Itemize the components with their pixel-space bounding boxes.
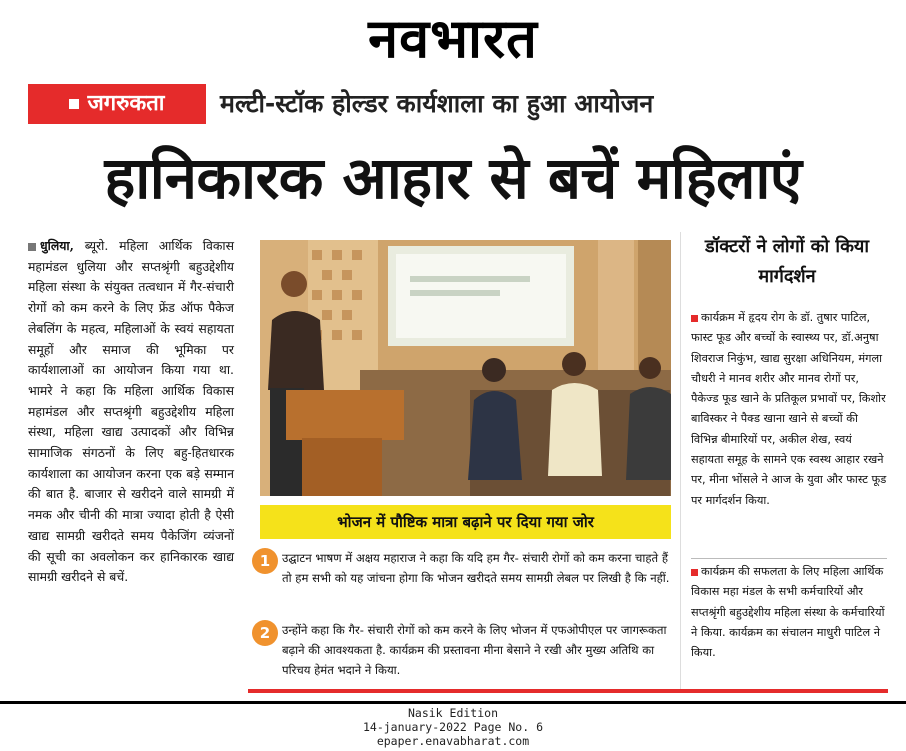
sub-heading-banner: भोजन में पौष्टिक मात्रा बढ़ाने पर दिया गया जोर: [260, 505, 671, 539]
right-column-paragraph: [691, 308, 887, 511]
newspaper-title: नवभारत: [368, 7, 538, 70]
edition-label: Nasik Edition: [407, 706, 498, 720]
bottom-rule: [248, 689, 888, 693]
square-bullet-icon: [691, 315, 698, 322]
square-bullet-icon: [69, 99, 79, 109]
number-badge: 2: [252, 620, 278, 646]
square-bullet-icon: [28, 243, 36, 251]
kicker-text: मल्टी-स्टॉक होल्डर कार्यशाला का हुआ आयोजन: [220, 89, 654, 118]
kicker-row: [24, 82, 894, 126]
square-bullet-icon: [691, 569, 698, 576]
right-column-article: [680, 232, 889, 692]
event-photo-illustration: [260, 240, 671, 496]
dateline: धुलिया,: [40, 238, 74, 253]
masthead: [0, 0, 906, 78]
number-badge: 1: [252, 548, 278, 574]
event-photo: [260, 240, 671, 496]
left-column-article: [28, 236, 234, 686]
footer-rule: [0, 701, 906, 704]
site-label: epaper.enavabharat.com: [376, 734, 530, 748]
numbered-point-text: उन्होंने कहा कि गैर- संचारी रोगों को कम करने के लिए भोजन में एफओपीएल पर जागरूकता बढ़ाने की आवश्यकता है. कार्यक्रम की प्रस्तावना मीना बेसाने ने रखी और मुख्य अतिथि का परिचय हेमंत भदाने ने किया.: [282, 623, 667, 677]
numbered-point-text: उद्घाटन भाषण में अक्षय महाराज ने कहा कि यदि हम गैर- संचारी रोगों को कम करना चाहते हैं तो हम सभी को यह जांचना होगा कि भोजन खरीदते समय सामग्री लेबल पर लिखी है कि नहीं.: [282, 551, 670, 585]
right-column-title: डॉक्टरों ने लोगों को किया मार्गदर्शन: [705, 236, 869, 287]
left-column-body: ब्यूरो. महिला आर्थिक विकास महामंडल धुलिया और सप्तश्रृंगी बहुउद्देशीय महिला संस्था के संयुक्त तत्वधान में गैर-संचारी रोगों को कम करने के लिए फ्रेंड ऑफ पैकेज लेबलिंग के महत्व, महिलाओं के स्वयं सहायता समूहों और समाज की भूमिका पर कार्यशालाओं का आयोजन किया गया था. भामरे ने कहा कि महिला आर्थिक विकास महामंडल और सप्तश्रृंगी बहुउद्देशीय महिला संस्था, महिला खाद्य उत्पादकों और विभिन्न सामाजिक संगठनों के लिए बहु-हितधारक कार्यशाला का आयोजन करना एक बड़े सम्मान की बात है. बाजार से खरीदने वाले सामग्री में नमक और चीनी की मात्रा ज्यादा होती है ऐसी खाद्य सामग्री खरीदते समय पैकेजिंग व्यंजनों की सूची का अवलोकन कर हानिकारक खाद्य सामग्री खरीदने से बचें.: [28, 238, 234, 585]
footer: [0, 706, 906, 748]
right-column-paragraph: [691, 562, 887, 663]
section-tag: [28, 84, 206, 124]
headline: हानिकारक आहार से बचें महिलाएं: [104, 144, 802, 212]
date-page-label: 14-january-2022 Page No. 6: [362, 720, 543, 734]
right-column-paragraph-text: कार्यक्रम की सफलता के लिए महिला आर्थिक विकास महा मंडल के सभी कर्मचारियों और सप्तश्रृंगी बहुउद्देशीय महिला संस्था के कर्मचारियों ने किया. कार्यक्रम का संचालन माधुरी पाटिल ने किया.: [691, 565, 885, 660]
section-tag-label: जगरुकता: [87, 91, 165, 116]
divider: [691, 558, 887, 559]
right-column-paragraph-text: कार्यक्रम में हृदय रोग के डॉ. तुषार पाटिल, फास्ट फूड और बच्चों के स्वास्थ्य पर, डॉ.अनुषा शिवराज निकुंभ, खाद्य सुरक्षा अधिनियम, मंगला चौधरी ने मानव शरीर और मानव रोगों पर, पैकेज्ड फूड खाने के प्रतिकूल प्रभावों पर, किशोर बाविस्कर ने पैक्ड खाना खाने से बच्चों की विभिन्न बीमारियों पर, अकील शेख, स्वयं सहायता समूह के सामने एक स्वस्थ आहार रखने पर, मीना भोंसले ने आज के युवा और फास्ट फूड पर मार्गदर्शन किया.: [691, 311, 887, 507]
